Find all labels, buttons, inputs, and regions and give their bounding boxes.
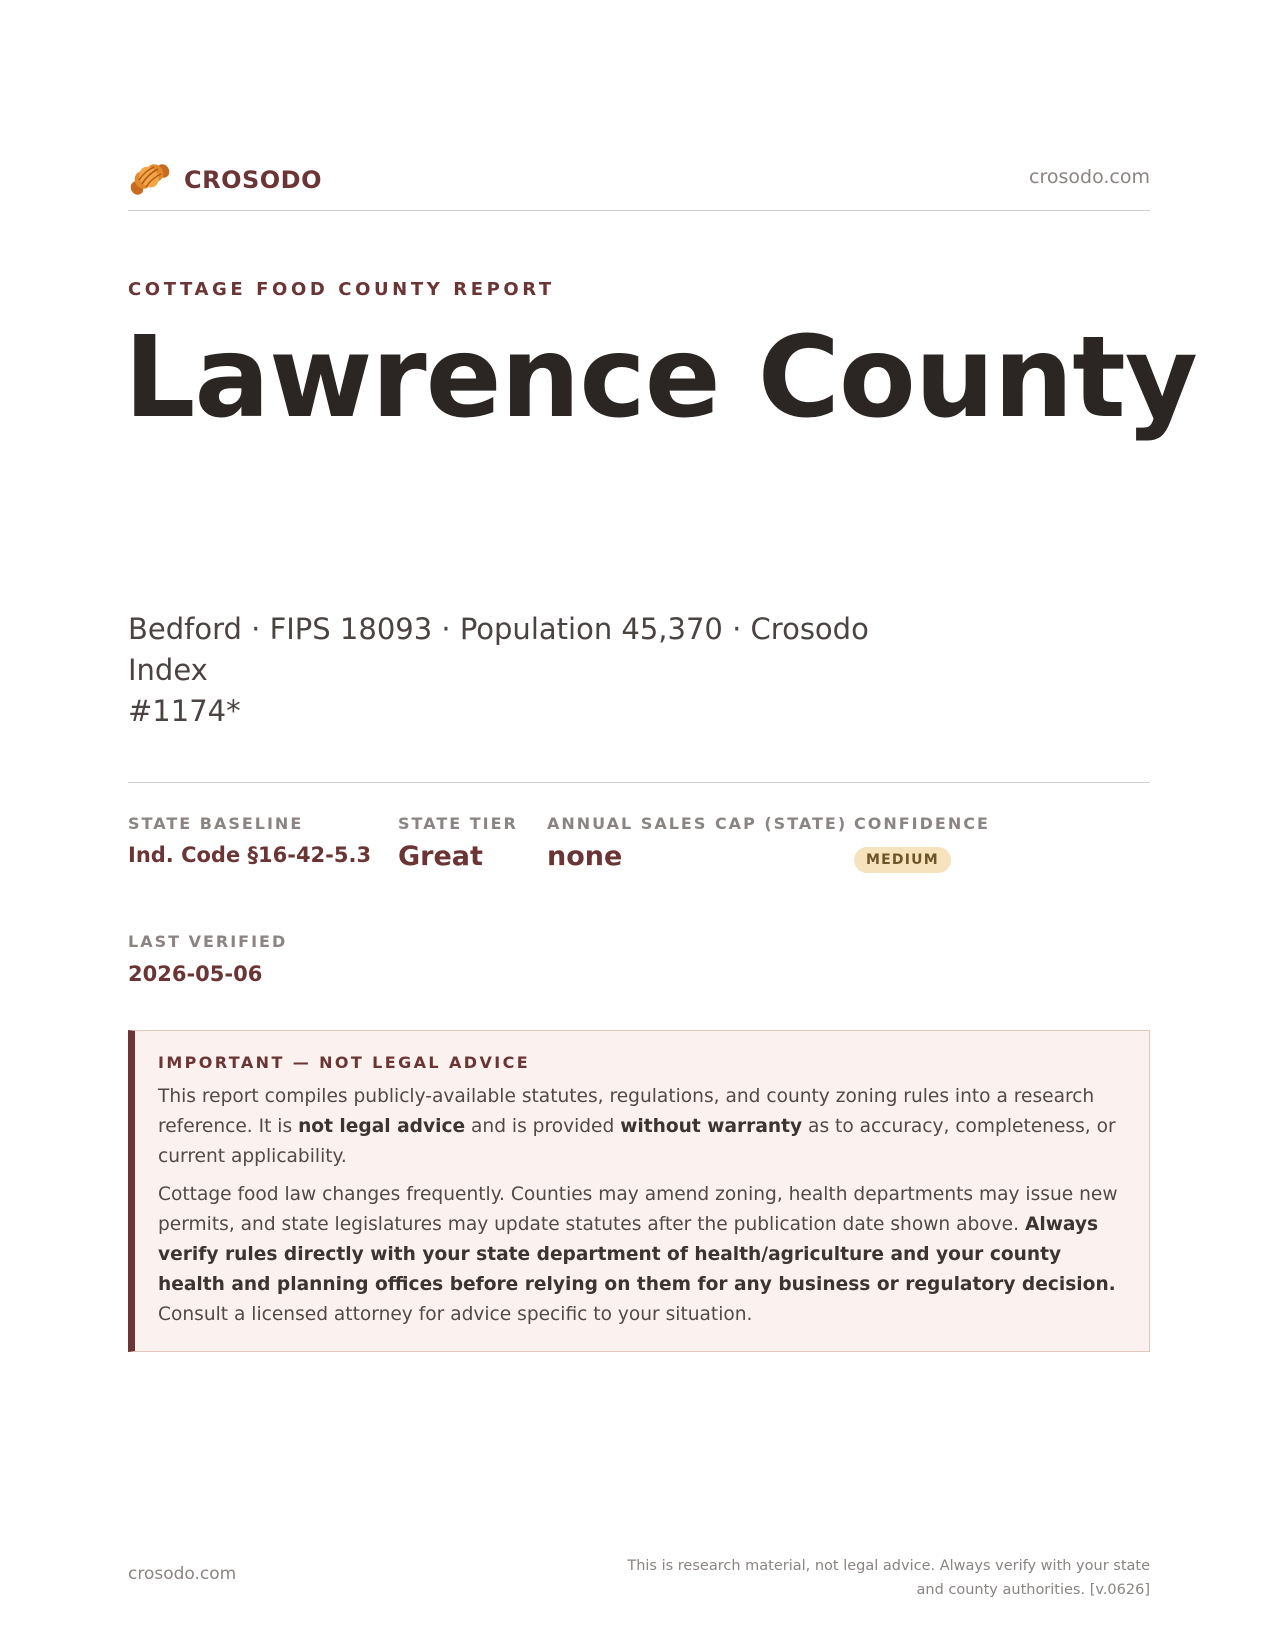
notice-text: and is provided [465, 1116, 621, 1137]
footer-disclaimer-line-2: and county authorities. [v.0626] [916, 1582, 1150, 1598]
stat-value: none [547, 841, 623, 872]
notice-text: This report compiles publicly-available statutes, regulations, and county zoning rules into a research reference. It is [158, 1086, 1095, 1137]
notice-text: Consult a licensed attorney for advice specific to your situation. [158, 1304, 753, 1325]
report-page [124, 0, 1197, 1650]
notice-text: as to accuracy, completeness, or current applicability. [158, 1116, 1116, 1167]
stat-label: STATE BASELINE [128, 814, 304, 833]
page-header [128, 158, 1150, 211]
stat-state-baseline [128, 814, 371, 867]
stat-label: CONFIDENCE [854, 814, 990, 833]
stat-label: STATE TIER [398, 814, 518, 833]
stat-value: 2026-05-06 [128, 962, 263, 986]
notice-paragraph-1 [158, 1082, 1127, 1172]
stat-value: Great [398, 841, 483, 872]
stat-value: Ind. Code §16-42-5.3 [128, 843, 372, 867]
notice-emphasis: without warranty [620, 1116, 803, 1137]
stat-label: LAST VERIFIED [128, 932, 288, 951]
subtitle-line-1: Bedford · FIPS 18093 · Population 45,370 · Crosodo Index [128, 612, 869, 687]
county-subtitle [128, 609, 948, 732]
report-eyebrow: COTTAGE FOOD COUNTY REPORT [128, 279, 555, 300]
stat-state-tier [398, 814, 518, 872]
notice-emphasis: not legal advice [298, 1116, 466, 1137]
stat-confidence [854, 814, 990, 873]
notice-emphasis: Always verify rules directly with your state department of health/agriculture and your county health and planning offices before relying on them for any business or regulatory decision. [158, 1214, 1116, 1295]
notice-heading: IMPORTANT — NOT LEGAL ADVICE [158, 1053, 531, 1072]
subtitle-line-2: #1174* [128, 694, 241, 728]
page-title: Lawrence County [124, 313, 1197, 443]
footer-site-link[interactable]: crosodo.com [128, 1564, 237, 1584]
brand-logo [128, 160, 322, 200]
section-divider [128, 782, 1150, 783]
confidence-badge: MEDIUM [854, 847, 951, 873]
stat-last-verified [128, 932, 287, 986]
footer-disclaimer [610, 1554, 1150, 1602]
croissant-icon [128, 160, 172, 200]
legal-notice-box [128, 1030, 1150, 1352]
header-site-link[interactable]: crosodo.com [1029, 166, 1150, 188]
brand-name: CROSODO [184, 166, 323, 194]
stat-label: ANNUAL SALES CAP (STATE) [547, 814, 848, 833]
notice-text: Cottage food law changes frequently. Counties may amend zoning, health departments may issue new permits, and state legislatures may update statutes after the publication date shown above. [158, 1184, 1118, 1235]
notice-paragraph-2 [158, 1180, 1127, 1330]
stat-annual-sales-cap [547, 814, 847, 872]
footer-disclaimer-line-1: This is research material, not legal advice. Always verify with your state [627, 1558, 1150, 1574]
